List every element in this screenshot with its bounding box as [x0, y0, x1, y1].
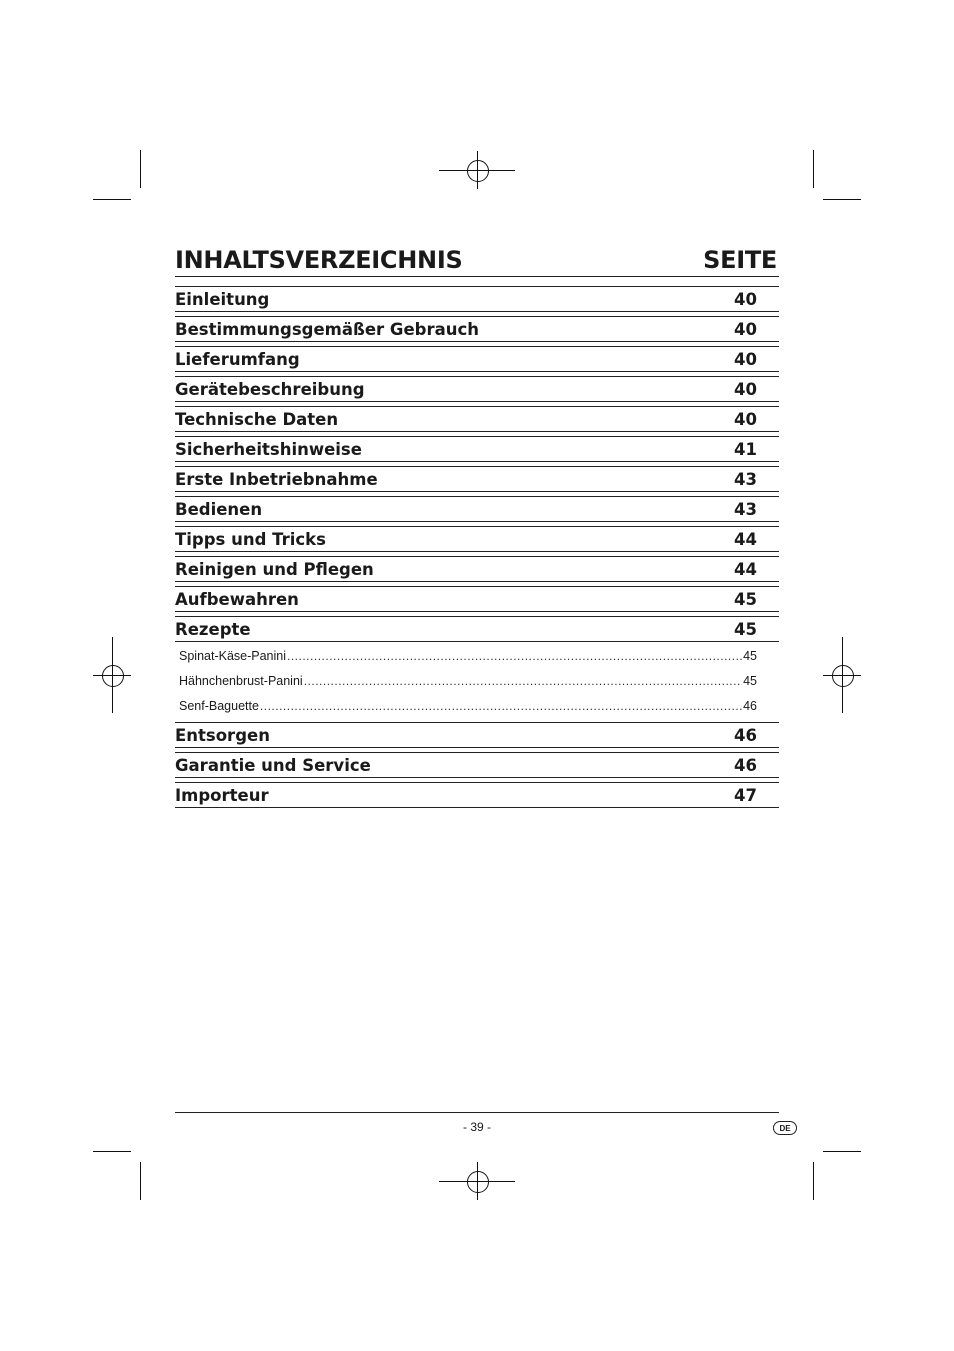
toc-entry-page: 40	[734, 349, 757, 369]
toc-entry-page: 41	[734, 439, 757, 459]
toc-entry-page: 43	[734, 499, 757, 519]
toc-entry-label: Aufbewahren	[175, 589, 299, 609]
language-badge: DE	[773, 1121, 797, 1135]
toc-entry-page: 44	[734, 529, 757, 549]
toc-entry-page: 44	[734, 559, 757, 579]
crop-mark	[813, 150, 814, 188]
toc-subentry[interactable]	[175, 693, 779, 718]
toc-entry-label: Lieferumfang	[175, 349, 300, 369]
toc-entry[interactable]	[175, 406, 779, 432]
crop-mark	[823, 1151, 861, 1152]
toc-entry[interactable]	[175, 286, 779, 312]
toc-entry[interactable]	[175, 616, 779, 642]
toc-entry[interactable]	[175, 556, 779, 582]
toc-subentry-page: 45	[743, 648, 757, 663]
toc-entry[interactable]	[175, 752, 779, 778]
toc-entry-page: 40	[734, 379, 757, 399]
crop-mark	[823, 199, 861, 200]
crop-mark	[93, 199, 131, 200]
toc-header	[175, 240, 779, 277]
footer-divider	[175, 1112, 779, 1113]
toc-subentry-page: 45	[743, 673, 757, 688]
toc-subentry-label: Spinat-Käse-Panini	[179, 648, 287, 663]
crop-mark	[93, 1151, 131, 1152]
toc-entry-page: 46	[734, 755, 757, 775]
toc-entry-label: Sicherheitshinweise	[175, 439, 362, 459]
page-number: - 39 -	[462, 1120, 491, 1134]
toc-entry-page: 40	[734, 319, 757, 339]
toc-entry-page: 45	[734, 619, 757, 639]
toc-entry-page: 40	[734, 289, 757, 309]
toc-entry-page: 43	[734, 469, 757, 489]
toc-entry-page: 40	[734, 409, 757, 429]
leader-dots	[304, 674, 742, 688]
toc-entry[interactable]	[175, 496, 779, 522]
toc-subentry-label: Hähnchenbrust-Panini	[179, 673, 303, 688]
toc-entry[interactable]	[175, 436, 779, 462]
crop-mark	[140, 150, 141, 188]
toc-entry-label: Einleitung	[175, 289, 270, 309]
leader-dots	[287, 649, 742, 663]
toc-entry[interactable]	[175, 586, 779, 612]
toc-entry-label: Bedienen	[175, 499, 263, 519]
toc-entry-page: 46	[734, 725, 757, 745]
toc-entry-label: Importeur	[175, 785, 269, 805]
crop-mark	[813, 1162, 814, 1200]
toc-entry-label: Rezepte	[175, 619, 251, 639]
toc-subentry-page: 46	[743, 698, 757, 713]
toc-subentry-label: Senf-Baguette	[179, 698, 259, 713]
toc-entry[interactable]	[175, 376, 779, 402]
toc-entry-label: Erste Inbetriebnahme	[175, 469, 378, 489]
toc-entry-label: Entsorgen	[175, 725, 270, 745]
toc-entry-label: Gerätebeschreibung	[175, 379, 365, 399]
toc-entry[interactable]	[175, 346, 779, 372]
toc-entry-label: Garantie und Service	[175, 755, 371, 775]
toc-subentry[interactable]	[175, 643, 779, 668]
leader-dots	[260, 699, 742, 713]
toc-entry-page: 45	[734, 589, 757, 609]
crop-mark	[140, 1162, 141, 1200]
toc-entry[interactable]	[175, 316, 779, 342]
page-title: INHALTSVERZEICHNIS	[175, 246, 463, 274]
toc-entry[interactable]	[175, 466, 779, 492]
registration-circle	[467, 160, 489, 182]
toc-entry[interactable]	[175, 526, 779, 552]
toc-entry-label: Bestimmungsgemäßer Gebrauch	[175, 319, 480, 339]
toc-entry-label: Reinigen und Pflegen	[175, 559, 374, 579]
toc-entry-label: Technische Daten	[175, 409, 339, 429]
toc-subentry[interactable]	[175, 668, 779, 693]
toc-entry[interactable]	[175, 782, 779, 808]
toc-entry-page: 47	[734, 785, 757, 805]
registration-circle	[467, 1171, 489, 1193]
page-column-heading: SEITE	[703, 246, 777, 274]
toc-entry-label: Tipps und Tricks	[175, 529, 326, 549]
registration-circle	[102, 665, 124, 687]
table-of-contents	[175, 286, 779, 812]
registration-circle	[832, 665, 854, 687]
toc-entry[interactable]	[175, 722, 779, 748]
